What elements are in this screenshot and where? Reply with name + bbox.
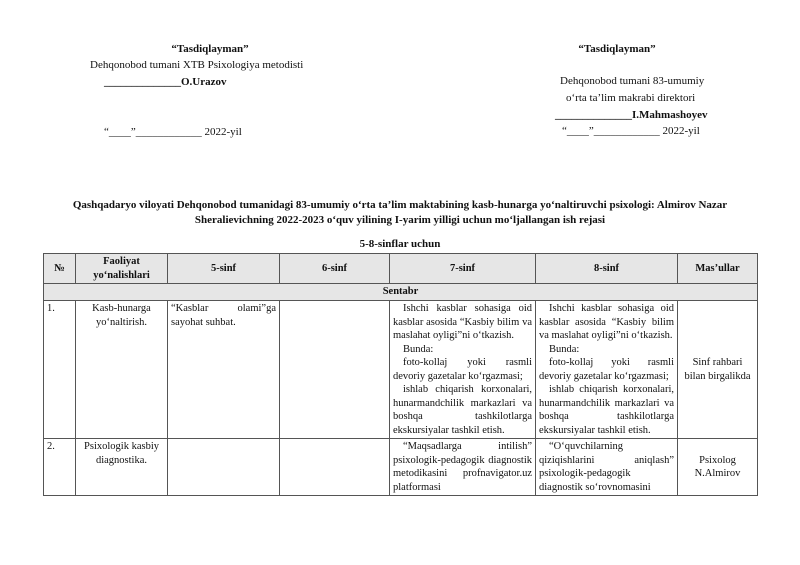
left-approval-title: “Tasdiqlayman” — [171, 43, 249, 55]
row-number: 2. — [44, 439, 76, 496]
month-row — [44, 284, 758, 301]
grade-7-paragraph: Bunda: — [403, 343, 434, 355]
document-subtitle: 5-8-sinflar uchun — [359, 238, 441, 250]
row-responsible: Psixolog N.Almirov — [678, 439, 758, 496]
table-row — [44, 301, 758, 439]
right-approval-position-line2: o‘rta ta’lim makrabi direktori — [566, 92, 696, 104]
grade-7-paragraph: “Maqsadlarga intilish” psixologik-pedagogik diagnostik metodikasini profnavigator.uz platformasi — [393, 441, 532, 493]
header-grade-7: 7-sinf — [390, 254, 536, 284]
work-plan-table — [43, 253, 758, 496]
document-title: Qashqadaryo viloyati Dehqonobod tumanidagi 83-umumiy o‘rta ta’lim maktabining kasb-hunarga yo‘naltiruvchi psixologi: Almirov Nazar Sheralievichning 2022-2023 o‘quv yilining I-yarim yilligi uchun mo‘ljallangan ish rejasi — [72, 199, 728, 226]
grade-7-paragraph: Ishchi kasblar sohasiga oid kasblar asosida “Kasbiy bilim va maslahat oyligi”ni o‘tkazish. — [393, 303, 532, 341]
right-approval-date: “____”____________ 2022-yil — [562, 125, 700, 137]
grade-8-paragraph: foto-kollaj yoki rasmli devoriy gazetalar ko‘rgazmasi; — [539, 357, 674, 382]
row-number: 1. — [44, 301, 76, 439]
grade-8-paragraph: Ishchi kasblar sohasiga oid kasblar asosida “Kasbiy bilim va maslahat oyligi”ni o‘tkazish. — [539, 303, 674, 341]
left-approval-position: Dehqonobod tumani XTB Psixologiya metodisti — [90, 59, 304, 71]
row-responsible: Sinf rahbari bilan birgalikda — [678, 301, 758, 439]
header-grade-5: 5-sinf — [168, 254, 280, 284]
row-grade-8 — [536, 439, 678, 496]
table-row — [44, 439, 758, 496]
table-header-row — [44, 254, 758, 284]
header-grade-6: 6-sinf — [280, 254, 390, 284]
grade-7-paragraph: foto-kollaj yoki rasmli devoriy gazetalar ko‘rgazmasi; — [393, 357, 532, 382]
row-grade-7 — [390, 301, 536, 439]
right-approval-signature: ______________I.Mahmashoyev — [555, 109, 708, 121]
row-activity: Psixologik kasbiy diagnostika. — [76, 439, 168, 496]
row-grade-6 — [280, 439, 390, 496]
row-grade-8 — [536, 301, 678, 439]
row-grade-5 — [168, 439, 280, 496]
grade-7-paragraph: ishlab chiqarish korxonalari, hunarmandchilik markazlari va boshqa tashkilotlarga ekskursiyalar tashkil etish. — [393, 384, 532, 436]
grade-8-paragraph: “O‘quvchilarning qiziqishlarini aniqlash” psixologik-pedagogik diagnostik so‘rovnomasini — [539, 441, 674, 493]
month-label: Sentabr — [44, 284, 758, 301]
grade-8-paragraph: Bunda: — [549, 343, 580, 355]
row-activity: Kasb-hunarga yo‘naltirish. — [76, 301, 168, 439]
header-number: № — [44, 254, 76, 284]
row-grade-7 — [390, 439, 536, 496]
left-approval-signature: ______________O.Urazov — [104, 76, 227, 88]
row-grade-5: “Kasblar olami”ga sayohat suhbat. — [168, 301, 280, 439]
header-responsible: Mas’ullar — [678, 254, 758, 284]
header-grade-8: 8-sinf — [536, 254, 678, 284]
header-activity: Faoliyat yo‘nalishlari — [76, 254, 168, 284]
right-approval-title: “Tasdiqlayman” — [578, 43, 656, 55]
grade-8-paragraph: ishlab chiqarish korxonalari, hunarmandchilik markazlari va boshqa tashkilotlarga ekskursiyalar tashkil etish. — [539, 384, 674, 436]
left-approval-date: “____”____________ 2022-yil — [104, 126, 242, 138]
row-grade-6 — [280, 301, 390, 439]
right-approval-position-line1: Dehqonobod tumani 83-umumiy — [560, 75, 705, 87]
